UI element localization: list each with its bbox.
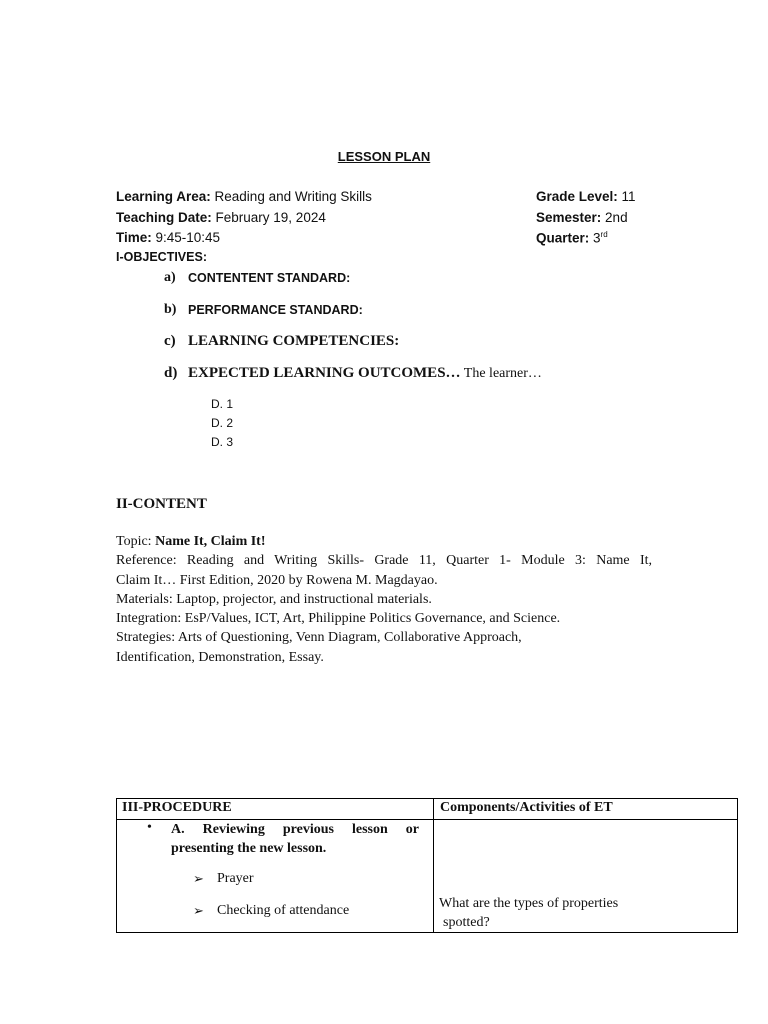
objective-d-letter: d) <box>164 365 178 381</box>
objectives-heading: I-OBJECTIVES: <box>116 250 207 264</box>
grade-level-label: Grade Level: <box>536 189 618 204</box>
objective-c-text: LEARNING COMPETENCIES: <box>188 333 400 349</box>
page-title: LESSON PLAN <box>337 149 431 164</box>
topic-label: Topic: <box>116 534 156 549</box>
d-item-1: D. 1 <box>211 397 234 411</box>
procedure-table-row <box>117 820 738 933</box>
time <box>116 230 220 245</box>
grade-level-value: 11 <box>617 189 636 204</box>
arrow-icon-1: ➢ <box>193 871 204 886</box>
procedure-cell <box>117 820 434 933</box>
semester-label: Semester: <box>536 210 602 225</box>
item-a <box>171 820 419 858</box>
procedure-header: III-PROCEDURE <box>117 799 434 820</box>
quarter-sup: rd <box>600 230 608 239</box>
quarter-label: Quarter: <box>536 230 590 246</box>
content-heading: II-CONTENT <box>116 496 207 512</box>
topic-line <box>116 532 652 551</box>
procedure-table-header-row <box>117 799 738 820</box>
item-a-line-1: A. Reviewing previous lesson or <box>171 822 419 837</box>
teaching-date <box>116 210 326 225</box>
item-a-line-2: presenting the new lesson. <box>171 841 327 856</box>
learning-area-value: Reading and Writing Skills <box>210 189 372 204</box>
strategies-line-1: Strategies: Arts of Questioning, Venn Diagram, Collaborative Approach, <box>116 630 522 646</box>
bullet-icon: • <box>147 820 152 835</box>
objective-c-letter: c) <box>164 333 176 349</box>
objective-b-text: PERFORMANCE STANDARD: <box>188 303 363 317</box>
components-header: Components/Activities of ET <box>434 799 738 820</box>
learning-area <box>116 189 372 204</box>
teaching-date-label: Teaching Date: <box>116 210 212 225</box>
objective-d <box>188 365 542 382</box>
content-block <box>116 532 652 667</box>
time-label: Time: <box>116 230 152 245</box>
time-value: 9:45-10:45 <box>151 230 221 245</box>
learning-area-label: Learning Area: <box>116 189 211 204</box>
objective-d-suffix: The learner… <box>460 366 542 381</box>
objective-a-text: CONTENTENT STANDARD: <box>188 271 351 285</box>
objective-a-letter: a) <box>164 270 176 285</box>
semester-value: 2nd <box>601 210 628 225</box>
components-text-line-2: spotted? <box>443 915 490 930</box>
semester <box>536 210 628 225</box>
components-text-line-1: What are the types of properties <box>439 896 619 911</box>
teaching-date-value: February 19, 2024 <box>211 210 326 225</box>
integration-line: Integration: EsP/Values, ICT, Art, Philippine Politics Governance, and Science. <box>116 611 561 627</box>
reference-line-1: Reference: Reading and Writing Skills- Grade 11, Quarter 1- Module 3: Name It, <box>116 553 652 569</box>
quarter <box>536 230 608 246</box>
topic-value: Name It, Claim It! <box>155 534 266 549</box>
d-item-3: D. 3 <box>211 435 234 449</box>
grade-level <box>536 189 636 204</box>
quarter-value: 3 <box>589 230 601 246</box>
d-item-2: D. 2 <box>211 416 234 430</box>
components-cell <box>434 820 738 933</box>
arrow-icon-2: ➢ <box>193 903 204 918</box>
strategies-line-2: Identification, Demonstration, Essay. <box>116 649 324 665</box>
reference-line-2: Claim It… First Edition, 2020 by Rowena M. Magdayao. <box>116 572 438 588</box>
sub-item-prayer: Prayer <box>217 871 254 886</box>
objective-d-text: EXPECTED LEARNING OUTCOMES… <box>188 365 461 381</box>
sub-item-attendance: Checking of attendance <box>217 903 350 918</box>
materials-line: Materials: Laptop, projector, and instructional materials. <box>116 591 432 607</box>
objective-b-letter: b) <box>164 302 177 317</box>
procedure-table <box>116 798 738 933</box>
